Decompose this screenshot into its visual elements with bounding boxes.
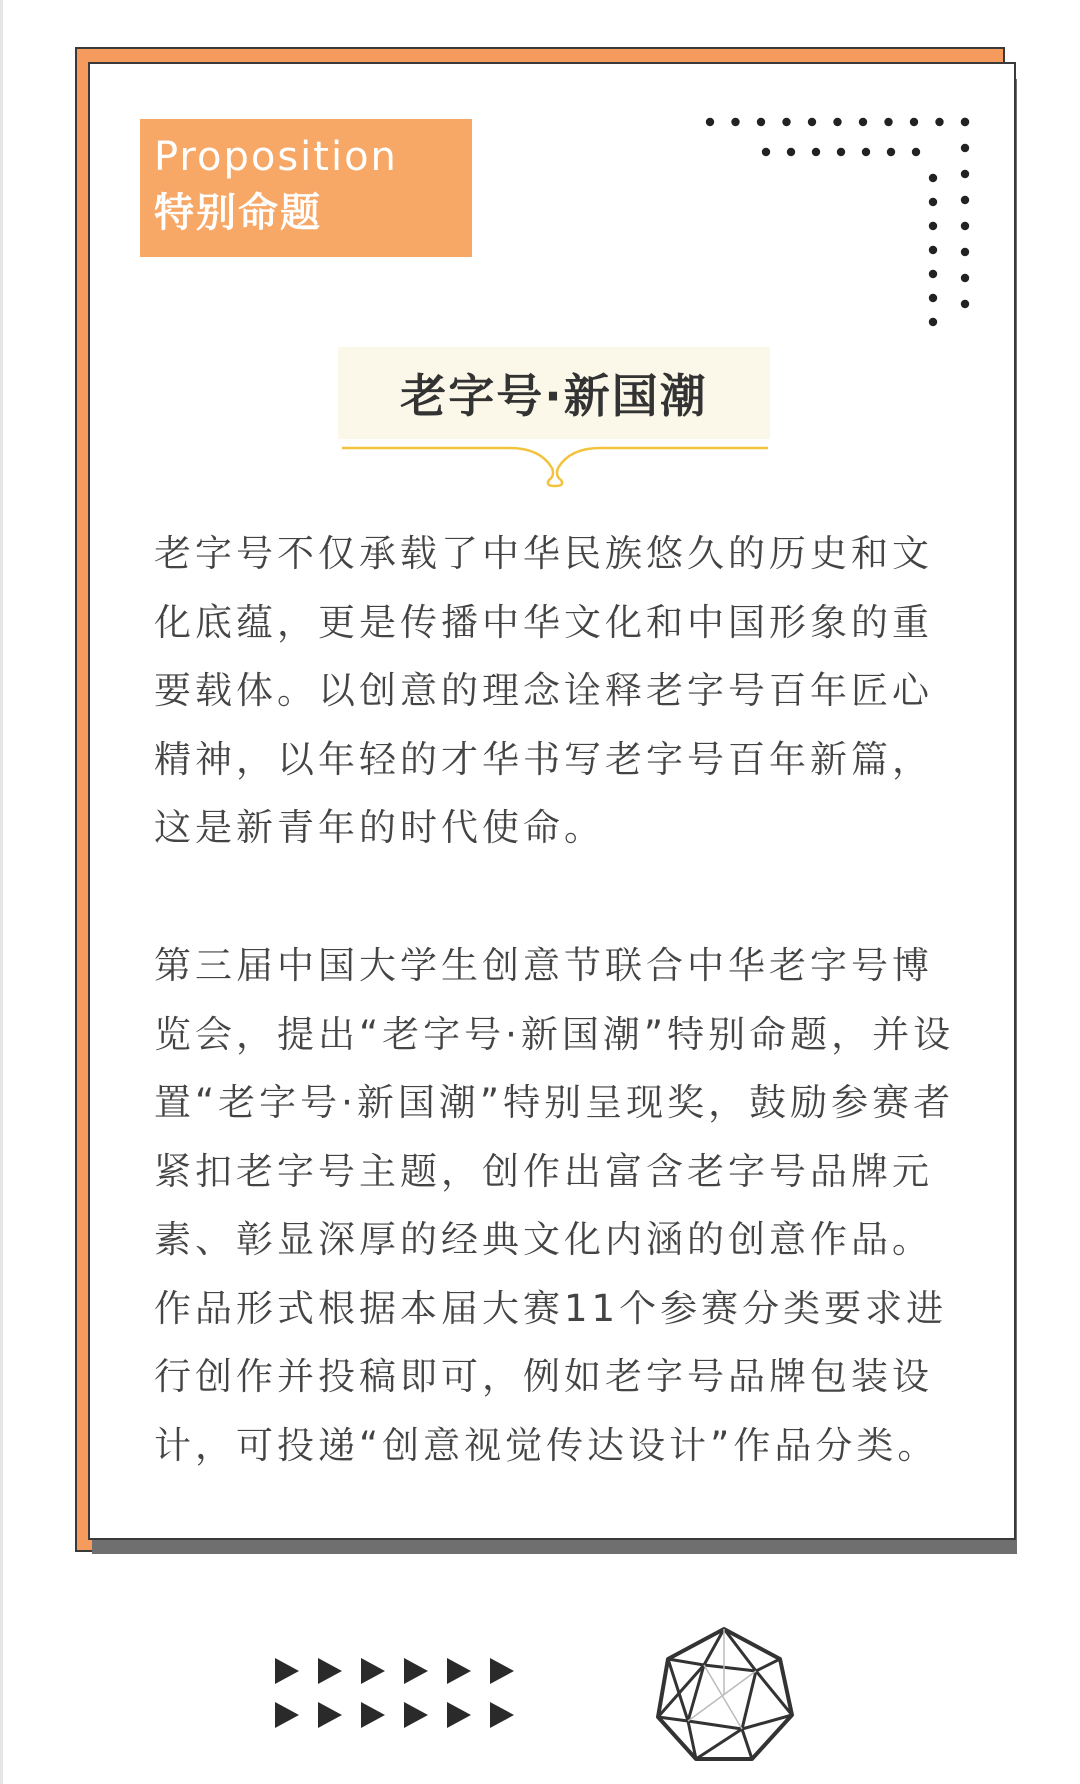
dot-grid-icon: [700, 108, 990, 328]
knot-divider-icon: [340, 442, 770, 492]
left-edge-line: [0, 0, 3, 1784]
triangle-arrow: [361, 1658, 385, 1684]
dot: [862, 148, 870, 156]
proposition-tag: [140, 119, 472, 257]
dot: [961, 300, 969, 308]
dot: [929, 222, 937, 230]
triangle-arrow: [318, 1702, 342, 1728]
triangle-arrows-icon: [270, 1652, 530, 1732]
dot: [961, 118, 969, 126]
dot: [961, 222, 969, 230]
dot: [929, 246, 937, 254]
dot: [929, 174, 937, 182]
dot: [837, 148, 845, 156]
dot: [731, 118, 739, 126]
tag-chinese: 特别命题: [154, 190, 322, 236]
paragraph-details: 第三届中国大学生创意节联合中华老字号博览会，提出“老字号·新国潮”特别命题，并设置“老字号·新国潮”特别呈现奖，鼓励参赛者紧扣老字号主题，创作出富含老字号品牌元素、彰显深厚的经典文化内涵的创意作品。作品形式根据本届大赛11个参赛分类要求进行创作并投稿即可，例如老字号品牌包装设计，可投递“创意视觉传达设计”作品分类。: [154, 944, 955, 1467]
tag-english: Proposition: [154, 134, 398, 180]
section-title: 老字号·新国潮: [338, 347, 770, 439]
dot: [884, 118, 892, 126]
dot: [929, 294, 937, 302]
dot: [706, 118, 714, 126]
dot: [912, 148, 920, 156]
dot: [961, 248, 969, 256]
triangle-arrow: [447, 1658, 471, 1684]
dot: [961, 196, 969, 204]
dot: [762, 148, 770, 156]
dot: [757, 118, 765, 126]
triangle-arrow: [361, 1702, 385, 1728]
dot: [887, 148, 895, 156]
dot: [787, 148, 795, 156]
triangle-arrow: [490, 1658, 514, 1684]
dot: [929, 198, 937, 206]
triangle-arrow: [275, 1702, 299, 1728]
dot: [859, 118, 867, 126]
triangle-arrow: [404, 1702, 428, 1728]
dot: [961, 274, 969, 282]
dot: [961, 170, 969, 178]
dot: [929, 270, 937, 278]
triangle-arrow: [318, 1658, 342, 1684]
triangle-arrow: [447, 1702, 471, 1728]
triangle-arrow: [275, 1658, 299, 1684]
triangle-arrow: [404, 1658, 428, 1684]
dot: [812, 148, 820, 156]
dot: [961, 144, 969, 152]
dot: [808, 118, 816, 126]
paragraph-intro: 老字号不仅承载了中华民族悠久的历史和文化底蕴，更是传播中华文化和中国形象的重要载体。以创意的理念诠释老字号百年匠心精神，以年轻的才华书写老字号百年新篇，这是新青年的时代使命。: [154, 532, 933, 849]
triangle-arrow: [490, 1702, 514, 1728]
dot: [782, 118, 790, 126]
dot: [929, 318, 937, 326]
dot: [833, 118, 841, 126]
icosahedron-icon: [652, 1625, 797, 1765]
dot: [935, 118, 943, 126]
dot: [910, 118, 918, 126]
